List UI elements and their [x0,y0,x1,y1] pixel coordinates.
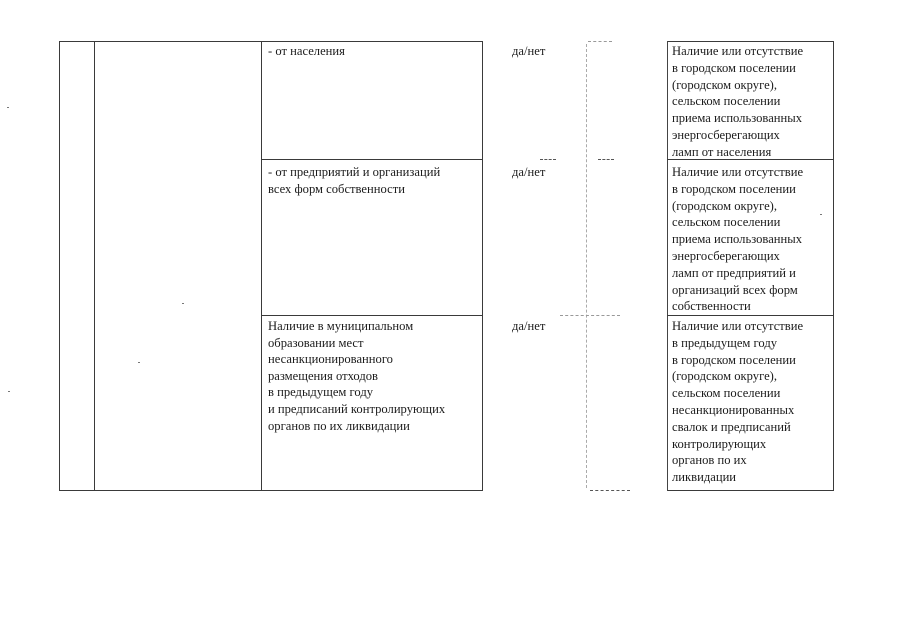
faint-line-fragment [590,490,630,491]
row-1-description: Наличие или отсутствие в городском поселении (городском округе), сельском поселении приема использованных энергосберегающих ламп от населения [672,44,804,159]
table-bottom-border-right [667,490,834,491]
table-top-border-right [667,41,834,42]
faint-line-fragment [560,315,620,316]
column-border-7 [833,41,834,491]
row-3-unit: да/нет [512,319,546,333]
faint-line-fragment [598,159,614,160]
row-3-indicator: Наличие в муниципальном образовании мест несанкционированного размещения отходов в предыдущем году и предписаний контролирующих органов по их ликвидации [268,319,446,433]
row-separator-1 [261,159,483,160]
row-3-description: Наличие или отсутствие в предыдущем году в городском поселении (городском округе), сельском поселении несанкционированных свалок и предписаний контролирующих органов по их ликвидации [672,319,804,485]
scan-speck [138,362,140,363]
faint-line-fragment [588,41,612,42]
column-border-4 [482,41,483,491]
column-border-6 [667,41,668,491]
row-2-description: Наличие или отсутствие в городском поселении (городском округе), сельском поселении приема использованных энергосберегающих ламп от предприятий и организаций всех форм собственности [672,165,804,314]
column-border-1 [59,41,60,491]
table-bottom-border [59,490,483,491]
scan-speck [7,107,9,108]
row-2-unit: да/нет [512,165,546,179]
scan-speck [820,214,822,215]
table-top-border [59,41,483,42]
row-1-indicator: - от населения [268,44,345,58]
row-1-unit: да/нет [512,44,546,58]
column-border-3 [261,41,262,491]
scan-speck [182,303,184,304]
scan-speck [8,391,10,392]
column-border-2 [94,41,95,491]
column-border-5-faint [586,44,587,488]
faint-line-fragment [540,159,556,160]
row-2-indicator: - от предприятий и организаций всех форм собственности [268,165,441,196]
row-separator-2 [261,315,483,316]
